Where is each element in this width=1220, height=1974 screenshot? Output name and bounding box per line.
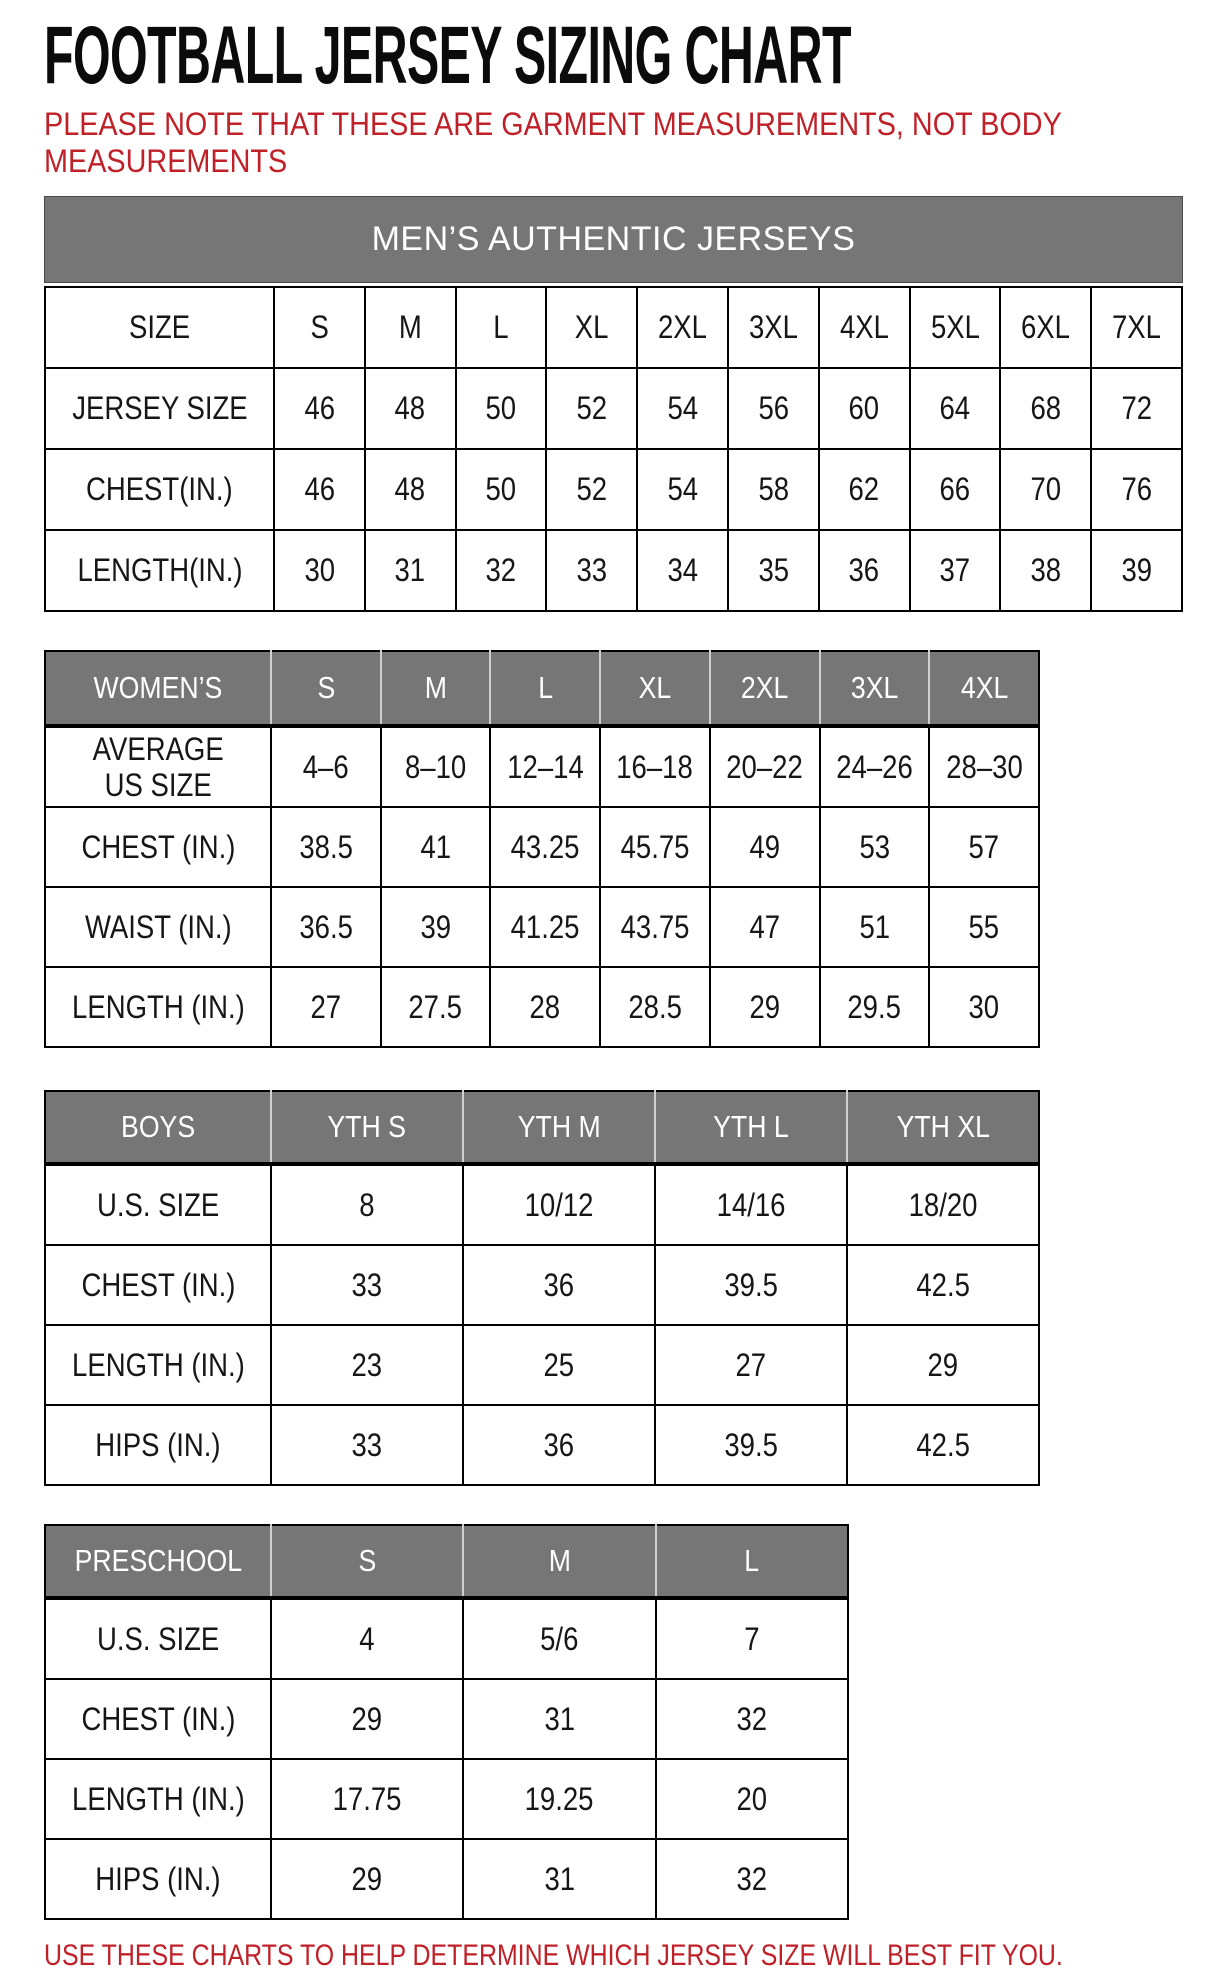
cell-text: U.S. SIZE <box>96 1186 220 1223</box>
cell-text: 76 <box>1121 471 1152 507</box>
cell-text: 24–26 <box>836 748 913 785</box>
cell-text: 4 <box>359 1620 375 1657</box>
table-header-cell <box>271 1525 463 1598</box>
row-label-cell <box>45 287 274 368</box>
table-value-cell <box>463 1245 655 1325</box>
cell-text: 43.25 <box>510 828 580 865</box>
table-value-cell <box>819 449 910 530</box>
table-value-cell <box>710 726 820 807</box>
cell-text: 27 <box>735 1346 767 1383</box>
cell-text: 35 <box>758 552 789 588</box>
table-value-cell <box>655 1164 847 1245</box>
table-value-cell <box>271 967 381 1047</box>
cell-text: 46 <box>304 390 335 426</box>
table-row <box>45 530 1182 611</box>
cell-text: 29.5 <box>847 988 902 1025</box>
table-value-cell <box>546 530 637 611</box>
cell-text: 54 <box>667 390 698 426</box>
cell-text: 5XL <box>930 309 980 345</box>
table-value-cell <box>274 287 365 368</box>
table-value-cell <box>929 726 1039 807</box>
cell-text: 57 <box>968 828 1000 865</box>
table-value-cell <box>929 967 1039 1047</box>
cell-text: 58 <box>758 471 789 507</box>
table-value-cell <box>271 887 381 967</box>
cell-text: CHEST (IN.) <box>81 1266 235 1303</box>
table-value-cell <box>820 887 930 967</box>
cell-text: 39 <box>1121 552 1152 588</box>
table-value-cell <box>271 1164 463 1245</box>
table-value-cell <box>1091 530 1182 611</box>
cell-text: YTH S <box>327 1109 407 1144</box>
row-label-cell <box>45 368 274 449</box>
cell-text: XL <box>574 309 609 345</box>
table-header-cell <box>490 651 600 726</box>
cell-text: 32 <box>736 1860 768 1897</box>
cell-text: XL <box>638 670 672 705</box>
page-title-text: FOOTBALL JERSEY SIZING CHART <box>44 10 851 101</box>
table-header-cell <box>929 651 1039 726</box>
cell-text: 53 <box>859 828 890 865</box>
cell-text: 49 <box>749 828 780 865</box>
table-row <box>45 1839 848 1919</box>
table-value-cell <box>365 449 456 530</box>
table-header-cell <box>463 1525 655 1598</box>
cell-text: M <box>424 670 447 705</box>
table-value-cell <box>655 1245 847 1325</box>
table-header-cell <box>656 1525 848 1598</box>
cell-text: LENGTH (IN.) <box>71 1346 245 1383</box>
table-row <box>45 1245 1039 1325</box>
table-value-cell <box>600 967 710 1047</box>
table-value-cell <box>1000 287 1091 368</box>
table-value-cell <box>656 1839 848 1919</box>
best-fit-note-text: USE THESE CHARTS TO HELP DETERMINE WHICH JERSEY SIZE WILL BEST FIT YOU. <box>44 1939 1063 1972</box>
table-header-cell <box>655 1091 847 1164</box>
table-value-cell <box>637 368 728 449</box>
table-value-cell <box>463 1325 655 1405</box>
table-value-cell <box>819 287 910 368</box>
cell-text: 8–10 <box>404 748 467 785</box>
cell-text: LENGTH (IN.) <box>71 1780 245 1817</box>
table-header-cell <box>710 651 820 726</box>
cell-text: 4XL <box>839 309 889 345</box>
table-value-cell <box>728 287 819 368</box>
cell-text: 68 <box>1030 390 1062 426</box>
cell-text: 31 <box>544 1860 575 1897</box>
cell-text: 39.5 <box>724 1426 778 1463</box>
row-label-cell <box>45 807 271 887</box>
table-value-cell <box>655 1325 847 1405</box>
cell-text: 20 <box>736 1780 768 1817</box>
cell-text: 28 <box>529 988 561 1025</box>
cell-text: 66 <box>939 471 971 507</box>
table-value-cell <box>274 449 365 530</box>
table-value-cell <box>381 807 491 887</box>
cell-text: 7 <box>744 1620 760 1657</box>
table-header-cell <box>271 1091 463 1164</box>
cell-text: 33 <box>351 1426 383 1463</box>
cell-text: 4–6 <box>302 748 349 785</box>
row-label-cell <box>45 967 271 1047</box>
table-value-cell <box>656 1759 848 1839</box>
cell-text: WAIST (IN.) <box>84 908 232 945</box>
cell-text: 8 <box>359 1186 375 1223</box>
cell-text: 28.5 <box>628 988 682 1025</box>
table-value-cell <box>546 287 637 368</box>
table-value-cell <box>910 530 1001 611</box>
cell-text: 6XL <box>1021 309 1071 345</box>
table-value-cell <box>271 1679 463 1759</box>
cell-text: 36 <box>543 1426 575 1463</box>
row-label-cell <box>45 530 274 611</box>
table-value-cell <box>365 368 456 449</box>
cell-text: HIPS (IN.) <box>95 1860 221 1897</box>
table-value-cell <box>463 1405 655 1485</box>
cell-text: 46 <box>304 471 335 507</box>
cell-text: 19.25 <box>525 1780 594 1817</box>
table-row <box>45 449 1182 530</box>
table-value-cell <box>274 368 365 449</box>
table-value-cell <box>490 726 600 807</box>
table-row <box>45 1325 1039 1405</box>
cell-text: BOYS <box>120 1109 196 1144</box>
cell-text: WOMEN’S <box>93 670 223 705</box>
row-label-cell <box>45 887 271 967</box>
cell-text: 38 <box>1030 552 1062 588</box>
cell-text: M <box>548 1543 571 1578</box>
cell-text: 25 <box>543 1346 575 1383</box>
table-value-cell <box>1091 368 1182 449</box>
row-label-cell <box>45 1245 271 1325</box>
cell-text: 3XL <box>748 309 798 345</box>
table-value-cell <box>655 1405 847 1485</box>
table-value-cell <box>929 887 1039 967</box>
cell-text: 31 <box>544 1700 575 1737</box>
table-row <box>45 807 1039 887</box>
mens-authentic-jerseys-banner <box>44 196 1183 283</box>
cell-text: 51 <box>859 908 890 945</box>
cell-text: 48 <box>394 390 426 426</box>
cell-text: 10/12 <box>524 1186 594 1223</box>
table-row <box>45 1164 1039 1245</box>
table-value-cell <box>637 449 728 530</box>
table-value-cell <box>365 530 456 611</box>
table-value-cell <box>600 887 710 967</box>
table-value-cell <box>819 368 910 449</box>
cell-text: 2XL <box>740 670 789 705</box>
cell-text: 39 <box>420 908 451 945</box>
table-value-cell <box>546 368 637 449</box>
cell-text: 41.25 <box>510 908 580 945</box>
cell-text: 29 <box>749 988 780 1025</box>
row-label-cell <box>45 1759 271 1839</box>
cell-text: 30 <box>304 552 335 588</box>
cell-text: LENGTH(IN.) <box>76 552 243 588</box>
table-value-cell <box>710 967 820 1047</box>
table-value-cell <box>271 1759 463 1839</box>
cell-text: 17.75 <box>332 1780 402 1817</box>
row-label-cell <box>45 1164 271 1245</box>
cell-text: 30 <box>968 988 1000 1025</box>
cell-text: 29 <box>351 1700 383 1737</box>
table-value-cell <box>271 726 381 807</box>
cell-text: 36 <box>543 1266 575 1303</box>
cell-text: 55 <box>968 908 1000 945</box>
table-value-cell <box>463 1679 655 1759</box>
table-header-cell <box>463 1091 655 1164</box>
cell-text: 50 <box>485 471 517 507</box>
cell-text: 12–14 <box>506 748 584 785</box>
cell-text: YTH XL <box>896 1109 990 1144</box>
row-label-cell <box>45 1839 271 1919</box>
cell-text: 42.5 <box>916 1426 970 1463</box>
garment-measurements-note <box>44 106 1220 180</box>
table-value-cell <box>600 807 710 887</box>
row-label-cell <box>45 726 271 807</box>
garment-measurements-note-text: PLEASE NOTE THAT THESE ARE GARMENT MEASUREMENTS, NOT BODY MEASUREMENTS <box>44 106 1062 179</box>
cell-text: 28–30 <box>945 748 1023 785</box>
cell-text: S <box>358 1543 377 1578</box>
cell-text: 16–18 <box>616 748 694 785</box>
table-value-cell <box>271 1839 463 1919</box>
table-header-cell <box>45 1525 271 1598</box>
table-value-cell <box>728 368 819 449</box>
cell-text: 45.75 <box>620 828 690 865</box>
cell-text: 72 <box>1121 390 1152 426</box>
table-value-cell <box>1000 449 1091 530</box>
cell-text: 20–22 <box>726 748 803 785</box>
cell-text: 70 <box>1030 471 1062 507</box>
cell-text: YTH L <box>713 1109 789 1144</box>
cell-text: M <box>398 309 422 345</box>
cell-text: 33 <box>351 1266 383 1303</box>
cell-text: S <box>316 670 335 705</box>
cell-text: 29 <box>927 1346 959 1383</box>
table-value-cell <box>274 530 365 611</box>
table-value-cell <box>456 530 547 611</box>
cell-text: 64 <box>939 390 971 426</box>
table-header-cell <box>381 651 491 726</box>
mens-sizing-table <box>44 286 1183 612</box>
cell-text: 42.5 <box>916 1266 970 1303</box>
table-value-cell <box>271 1405 463 1485</box>
cell-text: 52 <box>576 471 608 507</box>
table-value-cell <box>365 287 456 368</box>
womens-sizing-table <box>44 650 1040 1048</box>
cell-text: CHEST (IN.) <box>81 1700 235 1737</box>
cell-text: 27.5 <box>408 988 463 1025</box>
cell-text: 62 <box>848 471 880 507</box>
table-value-cell <box>1091 287 1182 368</box>
table-row <box>45 1679 848 1759</box>
table-value-cell <box>820 726 930 807</box>
table-value-cell <box>456 287 547 368</box>
boys-sizing-table <box>44 1090 1040 1486</box>
table-value-cell <box>271 1245 463 1325</box>
table-row <box>45 287 1182 368</box>
table-header-cell <box>45 651 271 726</box>
table-value-cell <box>271 1598 463 1679</box>
row-label-cell <box>45 1679 271 1759</box>
table-value-cell <box>819 530 910 611</box>
cell-text: 50 <box>485 390 517 426</box>
table-value-cell <box>728 449 819 530</box>
table-header-row <box>45 1525 848 1598</box>
table-value-cell <box>847 1245 1039 1325</box>
cell-text: SIZE <box>128 309 191 345</box>
cell-text: PRESCHOOL <box>74 1543 242 1578</box>
table-value-cell <box>910 287 1001 368</box>
cell-text: 31 <box>394 552 426 588</box>
table-header-row <box>45 651 1039 726</box>
table-value-cell <box>820 807 930 887</box>
table-value-cell <box>910 449 1001 530</box>
table-row <box>45 1405 1039 1485</box>
table-value-cell <box>637 530 728 611</box>
cell-text: 2XL <box>658 309 708 345</box>
table-value-cell <box>1091 449 1182 530</box>
table-value-cell <box>490 967 600 1047</box>
table-value-cell <box>463 1759 655 1839</box>
table-value-cell <box>271 807 381 887</box>
table-value-cell <box>490 807 600 887</box>
table-value-cell <box>456 449 547 530</box>
table-value-cell <box>656 1598 848 1679</box>
cell-text: 39.5 <box>724 1266 778 1303</box>
row-label-cell <box>45 1598 271 1679</box>
cell-text: 56 <box>758 390 789 426</box>
table-header-cell <box>271 651 381 726</box>
cell-text: L <box>537 670 553 705</box>
table-value-cell <box>1000 530 1091 611</box>
table-value-cell <box>381 967 491 1047</box>
cell-text: YTH M <box>517 1109 601 1144</box>
cell-text: 52 <box>576 390 608 426</box>
table-header-cell <box>600 651 710 726</box>
cell-text: 36 <box>848 552 880 588</box>
table-value-cell <box>463 1598 655 1679</box>
table-value-cell <box>456 368 547 449</box>
table-value-cell <box>463 1164 655 1245</box>
cell-text: 60 <box>848 390 880 426</box>
table-value-cell <box>656 1679 848 1759</box>
cell-text: 38.5 <box>299 828 353 865</box>
cell-text: CHEST(IN.) <box>86 471 233 507</box>
table-value-cell <box>847 1164 1039 1245</box>
cell-text: 34 <box>667 552 698 588</box>
table-value-cell <box>381 726 491 807</box>
cell-text: 29 <box>351 1860 383 1897</box>
cell-text: 27 <box>310 988 342 1025</box>
mens-banner-text: MEN’S AUTHENTIC JERSEYS <box>371 220 856 258</box>
table-value-cell <box>710 807 820 887</box>
cell-text: L <box>493 309 509 345</box>
table-value-cell <box>910 368 1001 449</box>
table-row <box>45 368 1182 449</box>
table-value-cell <box>1000 368 1091 449</box>
row-label-cell <box>45 449 274 530</box>
cell-text: 7XL <box>1112 309 1162 345</box>
cell-text: JERSEY SIZE <box>71 390 248 426</box>
table-row <box>45 726 1039 807</box>
table-value-cell <box>271 1325 463 1405</box>
cell-text: 32 <box>736 1700 768 1737</box>
cell-text: 18/20 <box>908 1186 978 1223</box>
cell-text: 36.5 <box>299 908 353 945</box>
cell-text: 4XL <box>960 670 1008 705</box>
table-value-cell <box>710 887 820 967</box>
cell-text: 14/16 <box>716 1186 786 1223</box>
table-header-cell <box>45 1091 271 1164</box>
table-value-cell <box>820 967 930 1047</box>
table-header-row <box>45 1091 1039 1164</box>
table-value-cell <box>847 1325 1039 1405</box>
page-title <box>44 10 1220 101</box>
table-value-cell <box>490 887 600 967</box>
cell-text: LENGTH (IN.) <box>71 988 245 1025</box>
table-row <box>45 1598 848 1679</box>
table-value-cell <box>463 1839 655 1919</box>
cell-text: 3XL <box>850 670 899 705</box>
table-row <box>45 1759 848 1839</box>
cell-text: 32 <box>485 552 517 588</box>
cell-text: 54 <box>667 471 698 507</box>
table-value-cell <box>637 287 728 368</box>
cell-text: 43.75 <box>620 908 690 945</box>
cell-text: 41 <box>420 828 451 865</box>
cell-text: 47 <box>749 908 780 945</box>
table-header-cell <box>847 1091 1039 1164</box>
row-label-cell <box>45 1325 271 1405</box>
table-value-cell <box>546 449 637 530</box>
table-row <box>45 887 1039 967</box>
table-header-cell <box>820 651 930 726</box>
cell-text: 48 <box>394 471 426 507</box>
preschool-sizing-table <box>44 1524 849 1920</box>
cell-text: 5/6 <box>540 1620 579 1657</box>
table-value-cell <box>929 807 1039 887</box>
cell-text: S <box>310 309 329 345</box>
row-label-cell <box>45 1405 271 1485</box>
cell-text: U.S. SIZE <box>96 1620 220 1657</box>
table-value-cell <box>600 726 710 807</box>
table-value-cell <box>847 1405 1039 1485</box>
cell-text: CHEST (IN.) <box>81 828 235 865</box>
cell-text: 23 <box>351 1346 383 1383</box>
cell-text: 33 <box>576 552 608 588</box>
table-value-cell <box>728 530 819 611</box>
cell-text: L <box>744 1543 760 1578</box>
cell-text: HIPS (IN.) <box>95 1426 221 1463</box>
table-value-cell <box>381 887 491 967</box>
cell-text: 37 <box>939 552 971 588</box>
best-fit-note <box>44 1938 1220 1974</box>
table-row <box>45 967 1039 1047</box>
cell-text: AVERAGE US SIZE <box>92 730 224 803</box>
